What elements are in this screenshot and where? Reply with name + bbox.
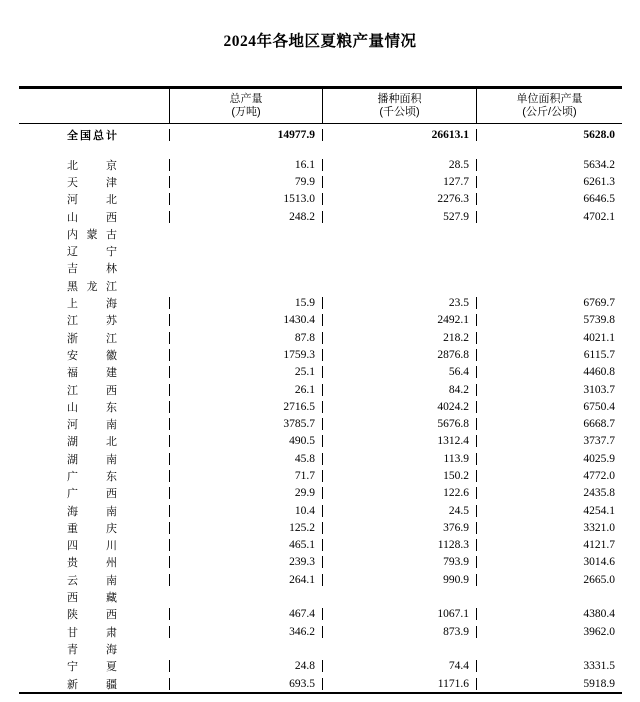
value-cell: 113.9 [322, 453, 476, 465]
region-cell [19, 468, 169, 484]
region-cell [19, 589, 169, 605]
region-cell [19, 606, 169, 622]
region-char: 甘 [67, 626, 78, 639]
table-row [19, 640, 622, 657]
region-name [67, 243, 117, 259]
table-row [19, 173, 622, 190]
value-cell: 5676.8 [322, 418, 476, 430]
value-cell: 25.1 [169, 366, 322, 378]
value-cell: 467.4 [169, 608, 322, 620]
region-cell [19, 520, 169, 536]
value-cell: 527.9 [322, 211, 476, 223]
header-label: 播种面积 [377, 92, 422, 105]
region-char: 江 [106, 280, 117, 293]
value-cell: 4024.2 [322, 401, 476, 413]
table-row [19, 294, 622, 311]
region-char: 浙 [67, 332, 78, 345]
region-cell [19, 503, 169, 519]
table-row [19, 364, 622, 381]
region-name [67, 157, 117, 173]
region-char: 河 [67, 419, 78, 432]
value-cell: 125.2 [169, 522, 322, 534]
value-cell: 24.5 [322, 505, 476, 517]
region-char: 肃 [106, 626, 117, 639]
value-cell: 26613.1 [322, 129, 476, 141]
table-row [19, 485, 622, 502]
region-char: 贵 [67, 557, 78, 570]
region-char: 江 [106, 332, 117, 345]
value-cell: 4702.1 [476, 211, 622, 223]
region-cell [19, 243, 169, 259]
region-char: 夏 [106, 661, 117, 674]
region-cell [19, 451, 169, 467]
region-name [67, 451, 117, 467]
region-char: 山 [67, 401, 78, 414]
region-cell [19, 347, 169, 363]
region-cell [19, 382, 169, 398]
region-name [67, 641, 117, 657]
value-cell: 4254.1 [476, 505, 622, 517]
region-char: 疆 [106, 678, 117, 691]
table-row [19, 346, 622, 363]
table-row [19, 312, 622, 329]
table-row [19, 502, 622, 519]
value-cell: 3785.7 [169, 418, 322, 430]
value-cell: 29.9 [169, 487, 322, 499]
table-row [19, 433, 622, 450]
region-char: 江 [67, 315, 78, 328]
value-cell: 376.9 [322, 522, 476, 534]
header-label: 单位面积产量 [516, 92, 583, 105]
value-cell: 264.1 [169, 574, 322, 586]
region-cell [19, 537, 169, 553]
table-row [19, 675, 622, 692]
value-cell: 2876.8 [322, 349, 476, 361]
table-row [19, 588, 622, 605]
region-char: 广 [67, 470, 78, 483]
region-name [67, 330, 117, 346]
region-cell [19, 485, 169, 501]
value-cell: 3962.0 [476, 626, 622, 638]
region-name [67, 537, 117, 553]
value-cell: 4380.4 [476, 608, 622, 620]
region-char: 东 [106, 470, 117, 483]
region-name [67, 174, 117, 190]
region-cell [19, 399, 169, 415]
header-label: 总产量 [229, 92, 263, 105]
region-char: 林 [106, 263, 117, 276]
page-title: 2024年各地区夏粮产量情况 [223, 33, 417, 50]
value-cell: 990.9 [322, 574, 476, 586]
value-cell: 56.4 [322, 366, 476, 378]
table-row [19, 658, 622, 675]
region-name [67, 676, 117, 692]
value-cell: 218.2 [322, 332, 476, 344]
region-char: 海 [106, 643, 117, 656]
region-char: 吉 [67, 263, 78, 276]
region-cell [19, 433, 169, 449]
header-sown-area-cell [322, 89, 476, 123]
region-cell [19, 658, 169, 674]
region-name [67, 572, 117, 588]
value-cell: 74.4 [322, 660, 476, 672]
region-char: 建 [106, 367, 117, 380]
region-char: 蒙 [86, 228, 98, 241]
region-char: 南 [106, 453, 117, 466]
table-row [19, 260, 622, 277]
region-name [67, 278, 117, 294]
region-cell [19, 127, 169, 143]
region-char: 西 [106, 384, 117, 397]
header-total-output-cell [169, 89, 322, 123]
table-header-row [19, 89, 622, 124]
value-cell: 1067.1 [322, 608, 476, 620]
region-char: 重 [67, 522, 78, 535]
value-cell: 45.8 [169, 453, 322, 465]
region-char: 龙 [86, 280, 98, 293]
table-row [19, 381, 622, 398]
region-char: 宁 [106, 246, 117, 259]
region-name [67, 433, 117, 449]
region-char: 北 [106, 436, 117, 449]
table-row [19, 225, 622, 242]
region-name [67, 416, 117, 432]
region-cell [19, 260, 169, 276]
region-cell [19, 624, 169, 640]
region-char: 南 [106, 505, 117, 518]
value-cell: 5634.2 [476, 159, 622, 171]
value-cell: 4121.7 [476, 539, 622, 551]
region-char: 海 [106, 298, 117, 311]
table-row [19, 467, 622, 484]
region-char: 全 [67, 129, 78, 142]
table-row [19, 329, 622, 346]
region-name [67, 382, 117, 398]
region-name [67, 127, 117, 143]
value-cell: 79.9 [169, 176, 322, 188]
region-cell [19, 676, 169, 692]
value-cell: 3014.6 [476, 556, 622, 568]
region-cell [19, 157, 169, 173]
value-cell: 1759.3 [169, 349, 322, 361]
region-name [67, 468, 117, 484]
table-row [19, 450, 622, 467]
value-cell: 3331.5 [476, 660, 622, 672]
region-char: 古 [106, 228, 117, 241]
region-cell [19, 145, 169, 157]
value-cell: 127.7 [322, 176, 476, 188]
value-cell: 2665.0 [476, 574, 622, 586]
value-cell: 26.1 [169, 384, 322, 396]
region-name [67, 485, 117, 501]
region-char: 南 [106, 574, 117, 587]
region-name [67, 295, 117, 311]
value-cell: 24.8 [169, 660, 322, 672]
region-cell [19, 312, 169, 328]
table-row [19, 208, 622, 225]
table-row [19, 242, 622, 259]
region-name [67, 503, 117, 519]
value-cell: 150.2 [322, 470, 476, 482]
region-name [67, 624, 117, 640]
value-cell: 28.5 [322, 159, 476, 171]
value-cell: 6668.7 [476, 418, 622, 430]
value-cell: 122.6 [322, 487, 476, 499]
value-cell: 693.5 [169, 678, 322, 690]
region-name [67, 658, 117, 674]
region-char: 江 [67, 384, 78, 397]
table-row-spacer [19, 145, 622, 156]
value-cell: 4025.9 [476, 453, 622, 465]
value-cell: 1171.6 [322, 678, 476, 690]
region-char: 北 [67, 159, 78, 172]
value-cell: 1312.4 [322, 435, 476, 447]
region-name [67, 520, 117, 536]
region-char: 云 [67, 574, 78, 587]
region-char: 福 [67, 367, 78, 380]
region-name [67, 209, 117, 225]
table-row [19, 571, 622, 588]
region-char: 广 [67, 488, 78, 501]
value-cell: 1128.3 [322, 539, 476, 551]
region-char: 陕 [67, 609, 78, 622]
value-cell: 16.1 [169, 159, 322, 171]
value-cell: 248.2 [169, 211, 322, 223]
value-cell: 14977.9 [169, 129, 322, 141]
region-name [67, 191, 117, 207]
region-char: 川 [106, 540, 117, 553]
region-char: 藏 [106, 592, 117, 605]
region-char: 州 [106, 557, 117, 570]
region-name [67, 364, 117, 380]
table-row [19, 554, 622, 571]
value-cell: 15.9 [169, 297, 322, 309]
value-cell: 2276.3 [322, 193, 476, 205]
region-char: 山 [67, 211, 78, 224]
region-char: 西 [106, 211, 117, 224]
value-cell: 873.9 [322, 626, 476, 638]
value-cell: 4460.8 [476, 366, 622, 378]
value-cell: 490.5 [169, 435, 322, 447]
region-cell [19, 364, 169, 380]
region-char: 宁 [67, 661, 78, 674]
value-cell: 1430.4 [169, 314, 322, 326]
region-char: 总 [93, 129, 104, 142]
value-cell: 6646.5 [476, 193, 622, 205]
region-name [67, 554, 117, 570]
region-char: 安 [67, 349, 78, 362]
region-char: 庆 [106, 522, 117, 535]
table-row [19, 606, 622, 623]
value-cell: 6115.7 [476, 349, 622, 361]
region-cell [19, 209, 169, 225]
region-char: 河 [67, 194, 78, 207]
value-cell: 5739.8 [476, 314, 622, 326]
region-cell [19, 278, 169, 294]
region-char: 津 [106, 176, 117, 189]
value-cell: 87.8 [169, 332, 322, 344]
header-region-cell [19, 89, 169, 123]
region-char: 新 [67, 678, 78, 691]
table-row [19, 277, 622, 294]
value-cell: 2435.8 [476, 487, 622, 499]
region-name [67, 589, 117, 605]
region-char: 西 [106, 488, 117, 501]
header-unit: (千公顷) [379, 106, 420, 118]
region-cell [19, 572, 169, 588]
region-char: 湖 [67, 436, 78, 449]
header-yield-cell [476, 89, 622, 123]
value-cell: 71.7 [169, 470, 322, 482]
region-char: 海 [67, 505, 78, 518]
region-char: 南 [106, 419, 117, 432]
table-row [19, 191, 622, 208]
region-name [67, 347, 117, 363]
value-cell: 239.3 [169, 556, 322, 568]
region-name [67, 260, 117, 276]
table-row [19, 519, 622, 536]
region-cell [19, 641, 169, 657]
value-cell: 84.2 [322, 384, 476, 396]
region-name [67, 606, 117, 622]
value-cell: 4021.1 [476, 332, 622, 344]
region-char: 京 [106, 159, 117, 172]
region-char: 计 [106, 129, 117, 142]
table-body [19, 124, 622, 692]
table-row [19, 537, 622, 554]
header-unit: (公斤/公顷) [522, 106, 577, 118]
value-cell: 10.4 [169, 505, 322, 517]
value-cell: 793.9 [322, 556, 476, 568]
table-row [19, 623, 622, 640]
value-cell: 2716.5 [169, 401, 322, 413]
region-cell [19, 330, 169, 346]
region-cell [19, 174, 169, 190]
table-row [19, 156, 622, 173]
region-name [67, 399, 117, 415]
region-char: 四 [67, 540, 78, 553]
header-unit: (万吨) [231, 106, 261, 118]
region-name [67, 226, 117, 242]
region-char: 上 [67, 298, 78, 311]
table-row [19, 398, 622, 415]
value-cell: 2492.1 [322, 314, 476, 326]
value-cell: 465.1 [169, 539, 322, 551]
value-cell: 346.2 [169, 626, 322, 638]
region-name [67, 312, 117, 328]
value-cell: 5918.9 [476, 678, 622, 690]
region-char: 苏 [106, 315, 117, 328]
value-cell: 23.5 [322, 297, 476, 309]
value-cell: 6769.7 [476, 297, 622, 309]
value-cell: 4772.0 [476, 470, 622, 482]
value-cell: 3321.0 [476, 522, 622, 534]
region-char: 国 [80, 129, 91, 142]
value-cell: 6750.4 [476, 401, 622, 413]
table-row [19, 415, 622, 432]
region-char: 天 [67, 176, 78, 189]
table-row-national-total [19, 124, 622, 145]
summer-grain-table [19, 86, 622, 694]
value-cell: 6261.3 [476, 176, 622, 188]
region-cell [19, 191, 169, 207]
value-cell: 1513.0 [169, 193, 322, 205]
value-cell: 3737.7 [476, 435, 622, 447]
region-char: 辽 [67, 246, 78, 259]
region-char: 徽 [106, 349, 117, 362]
region-char: 西 [67, 592, 78, 605]
region-cell [19, 226, 169, 242]
value-cell: 3103.7 [476, 384, 622, 396]
region-char: 青 [67, 643, 78, 656]
region-char: 西 [106, 609, 117, 622]
region-char: 内 [67, 228, 78, 241]
region-cell [19, 416, 169, 432]
region-char: 东 [106, 401, 117, 414]
region-char: 湖 [67, 453, 78, 466]
value-cell: 5628.0 [476, 129, 622, 141]
region-cell [19, 554, 169, 570]
region-char: 北 [106, 194, 117, 207]
region-cell [19, 295, 169, 311]
region-char: 黑 [67, 280, 78, 293]
